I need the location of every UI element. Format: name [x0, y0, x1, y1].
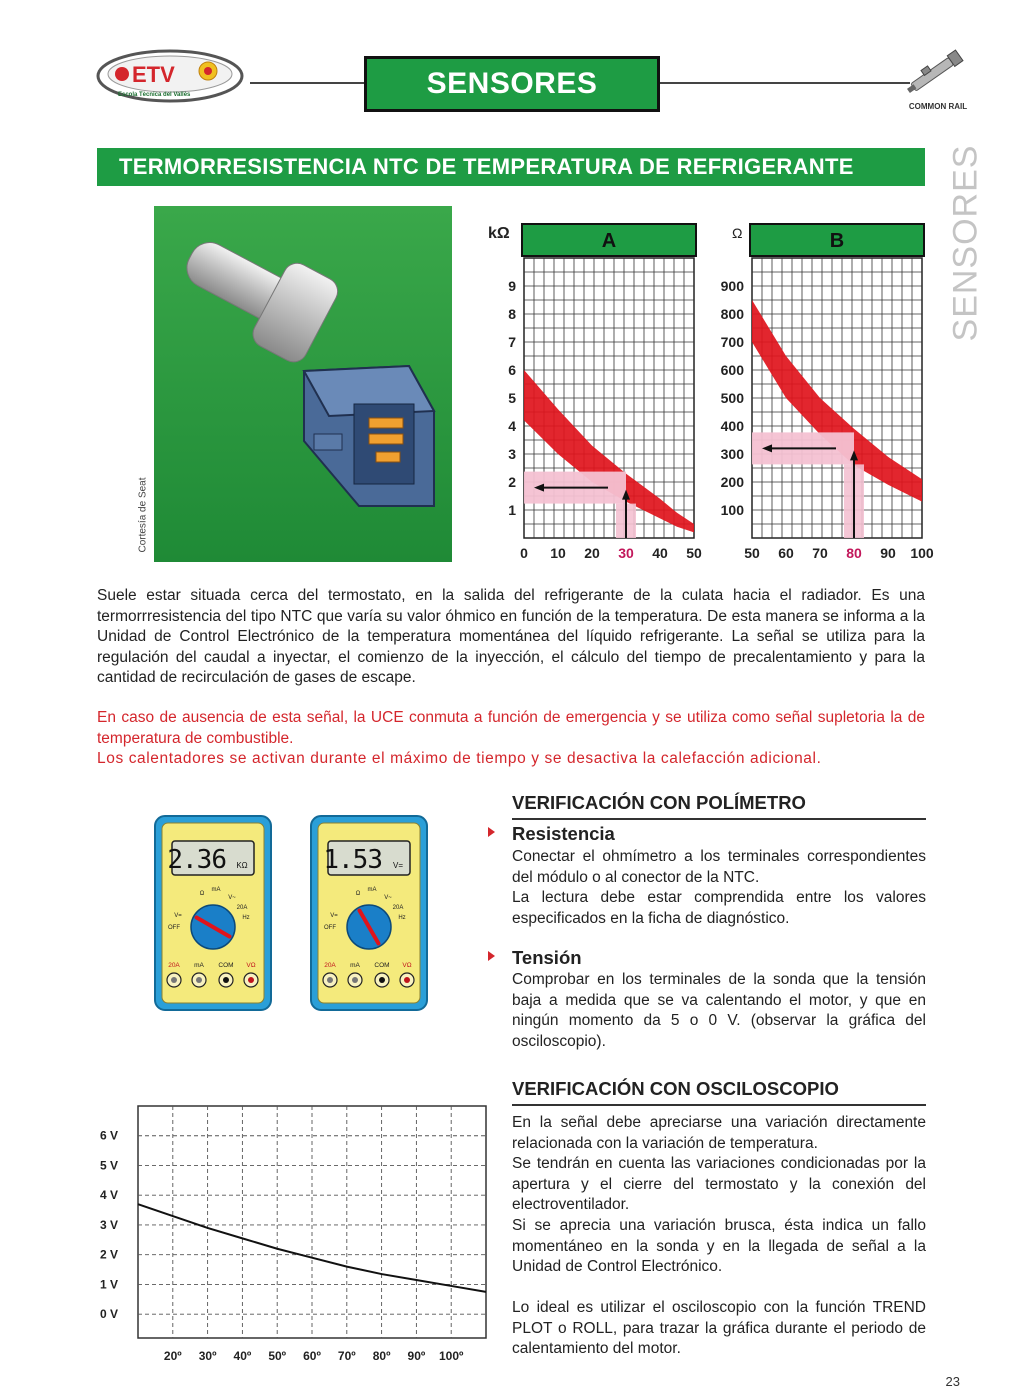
meter-dial-label: V~ [384, 895, 392, 901]
resistencia-line-1: Conectar el ohmímetro a los terminales correspondientes del módulo o al conector de la NTC. [512, 848, 926, 886]
meter-unit: V= [392, 861, 404, 870]
osc-line-1: En la señal debe apreciarse una variación directamente relacionada con la variación de temperatura. [512, 1114, 926, 1152]
chart-b-x-ticks [744, 545, 934, 561]
meter-jack-hole [248, 977, 254, 983]
tension-text: Comprobar en los terminales de la sonda que la tensión baja a medida que se va calentando el motor, y que en ningún momento da 5 o 0 V. (observar la gráfica del osciloscopio). [512, 971, 926, 1050]
chart-b-x-tick: 100 [910, 545, 934, 561]
meter-dial-label: Ω [199, 891, 205, 897]
chart-b-x-tick: 70 [812, 545, 828, 561]
ntc-sensor-photo [154, 206, 452, 562]
chart-a-title: A [601, 230, 617, 252]
meter-dial-label: OFF [168, 925, 180, 931]
chart-a-y-tick: 7 [508, 334, 516, 350]
multimeter-ohms [154, 815, 272, 1011]
osc-x-tick: 80º [372, 1349, 391, 1363]
chart-a-y-tick: 5 [508, 390, 516, 406]
injector-icon [900, 40, 972, 102]
meter-jack-label: mA [350, 962, 360, 969]
chart-b-title: B [829, 230, 845, 252]
chart-b-y-tick: 300 [720, 446, 744, 462]
meter-dial-label: mA [367, 887, 377, 893]
osc-y-tick: 0 V [99, 1307, 118, 1322]
meter-jack-label: 20A [168, 962, 180, 969]
osc-y-tick: 5 V [99, 1158, 118, 1173]
chart-b [710, 214, 934, 564]
osc-x-tick: 40º [233, 1349, 252, 1363]
meter-dial-label: V= [330, 913, 338, 919]
meter-dial-label: mA [211, 887, 221, 893]
chart-b-x-tick: 90 [880, 545, 896, 561]
etv-logo [96, 44, 248, 106]
meter-jack-hole [171, 977, 177, 983]
chart-a-y-tick: 2 [508, 474, 516, 490]
chart-a-x-tick: 40 [652, 545, 668, 561]
meter-reading: 2.36 [167, 845, 226, 875]
meter-dial-label: V= [174, 913, 182, 919]
osc-x-ticks [164, 1349, 464, 1363]
osc-x-tick: 60º [303, 1349, 321, 1363]
meter-jack-hole [223, 977, 229, 983]
chart-b-y-tick: 900 [720, 278, 744, 294]
chart-a-x-tick: 20 [584, 545, 600, 561]
logo-subtitle: Escola Tècnica del Vallès [118, 92, 191, 98]
warning-line-1: En caso de ausencia de esta señal, la UCE conmuta a función de emergencia y se utiliza como señal supletoria la de temperatura de combustible. [97, 709, 925, 747]
osc-y-tick: 2 V [99, 1247, 118, 1262]
chart-b-y-ticks [721, 278, 745, 518]
chart-b-x-tick: 80 [846, 545, 862, 561]
chart-a-y-tick: 1 [508, 502, 516, 518]
meter-jack-label: VΩ [402, 962, 412, 969]
meter-jack-label: mA [194, 962, 204, 969]
photo-credit: Cortesía de Seat [137, 477, 149, 553]
chart-b-ylabel: Ω [732, 225, 743, 241]
meter-jack-hole [352, 977, 358, 983]
resistencia-text [512, 847, 926, 929]
warning-line-2: Los calentadores se activan durante el máximo de tiempo y se desactiva la calefacción adicional. [97, 750, 822, 768]
chart-b-y-tick: 500 [720, 390, 744, 406]
chart-b-y-tick: 600 [720, 362, 744, 378]
osc-x-tick: 90º [407, 1349, 426, 1363]
page-title: SENSORES [364, 56, 660, 112]
chart-b-y-tick: 700 [720, 334, 744, 350]
warning-paragraph [97, 708, 925, 770]
chart-a-x-tick: 30 [618, 545, 634, 561]
osc-x-tick: 20º [163, 1349, 182, 1363]
chart-a-y-ticks [508, 278, 516, 518]
chart-b-y-tick: 800 [720, 306, 744, 322]
chart-a-y-tick: 4 [508, 418, 516, 434]
chart-b-grid [752, 258, 922, 538]
polimetro-heading: VERIFICACIÓN CON POLÍMETRO [512, 792, 926, 820]
chart-b-x-tick: 60 [778, 545, 794, 561]
meter-jack-label: COM [218, 962, 234, 969]
osc-line-3: Si se aprecia una variación brusca, ésta indica un fallo momentáneo en la sonda y en la llegada de señal a la Unidad de Control Electrónico. [512, 1216, 926, 1276]
chart-a-y-tick: 6 [508, 362, 516, 378]
chart-a-y-tick: 3 [508, 446, 516, 462]
chart-a-ylabel: kΩ [488, 225, 510, 242]
tension-title: Tensión [512, 947, 582, 968]
meter-jack-hole [404, 977, 410, 983]
meter-dial-label: V~ [228, 895, 236, 901]
page-number: 23 [945, 1374, 960, 1389]
meter-unit: KΩ [236, 861, 248, 870]
intro-paragraph: Suele estar situada cerca del termostato, en la salida del refrigerante de la culata hacia el radiador. Es una termorrresistencia del tipo NTC que varía su valor óhmico en función de la temperatura. De esta manera se informa a la Unidad de Control Electrónico de la temperatura momentánea del líquido refrigerante. La señal se utiliza para la regulación del caudal a inyectar, el comienzo de la inyección, el cálculo del tiempo de precalentamiento y para la cantidad de recirculación de gases de escape. [97, 587, 925, 687]
osc-x-tick: 30º [198, 1349, 217, 1363]
logo-text: ETV [132, 62, 175, 87]
osc-y-tick: 4 V [99, 1188, 118, 1203]
meter-jack-hole [379, 977, 385, 983]
osc-y-ticks [100, 1129, 118, 1321]
meter-jack-hole [196, 977, 202, 983]
meter-dial-label: OFF [324, 925, 336, 931]
bullet-arrow-icon [486, 826, 496, 838]
osc-y-tick: 3 V [99, 1217, 118, 1232]
chart-a-x-ticks [520, 545, 702, 561]
meter-reading: 1.53 [323, 845, 382, 875]
resistencia-title: Resistencia [512, 823, 615, 844]
meter-jack-label: 20A [324, 962, 336, 969]
meter-dial-label: 20A [236, 905, 248, 911]
chart-a-x-tick: 0 [520, 545, 528, 561]
osc-line-2: Se tendrán en cuenta las variaciones condicionadas por la apertura y el cierre del termostato y la conexión del electroventilador. [512, 1155, 926, 1214]
meter-jack-label: COM [374, 962, 390, 969]
multimeter-volts [310, 815, 428, 1011]
common-rail-label: COMMON RAIL [908, 102, 968, 111]
meter-dial-label: Hz [242, 915, 250, 921]
chart-a-x-tick: 10 [550, 545, 566, 561]
osc-x-tick: 50º [268, 1349, 287, 1363]
oscilloscope-chart [90, 1100, 494, 1370]
osc-y-tick: 1 V [99, 1277, 118, 1292]
meter-jack-hole [327, 977, 333, 983]
osciloscopio-heading: VERIFICACIÓN CON OSCILOSCOPIO [512, 1078, 926, 1106]
chart-a-x-tick: 50 [686, 545, 702, 561]
chart-b-y-tick: 200 [720, 474, 744, 490]
osciloscopio-tip: Lo ideal es utilizar el osciloscopio con la función TREND PLOT o ROLL, para trazar la gráfica durante el periodo de calentamiento del motor. [512, 1299, 926, 1358]
chart-a-y-tick: 9 [508, 278, 516, 294]
osc-y-tick: 6 V [99, 1128, 118, 1143]
meter-dial-label: Ω [355, 891, 361, 897]
side-section-label: SENSORES [946, 144, 985, 342]
meter-jack-label: VΩ [246, 962, 256, 969]
meter-dial-label: Hz [398, 915, 406, 921]
section-title: TERMORRESISTENCIA NTC DE TEMPERATURA DE REFRIGERANTE [97, 148, 925, 186]
chart-b-y-tick: 100 [720, 502, 744, 518]
chart-a-y-tick: 8 [508, 306, 516, 322]
osciloscopio-text [512, 1113, 926, 1278]
chart-a [484, 214, 706, 564]
meter-dial-label: 20A [392, 905, 404, 911]
bullet-arrow-icon [486, 950, 496, 962]
osc-x-tick: 70º [337, 1349, 356, 1363]
osc-x-tick: 100º [438, 1349, 464, 1363]
resistencia-line-2: La lectura debe estar comprendida entre los valores especificados en la ficha de diagnóstico. [512, 889, 926, 927]
chart-b-y-tick: 400 [720, 418, 744, 434]
chart-b-x-tick: 50 [744, 545, 760, 561]
